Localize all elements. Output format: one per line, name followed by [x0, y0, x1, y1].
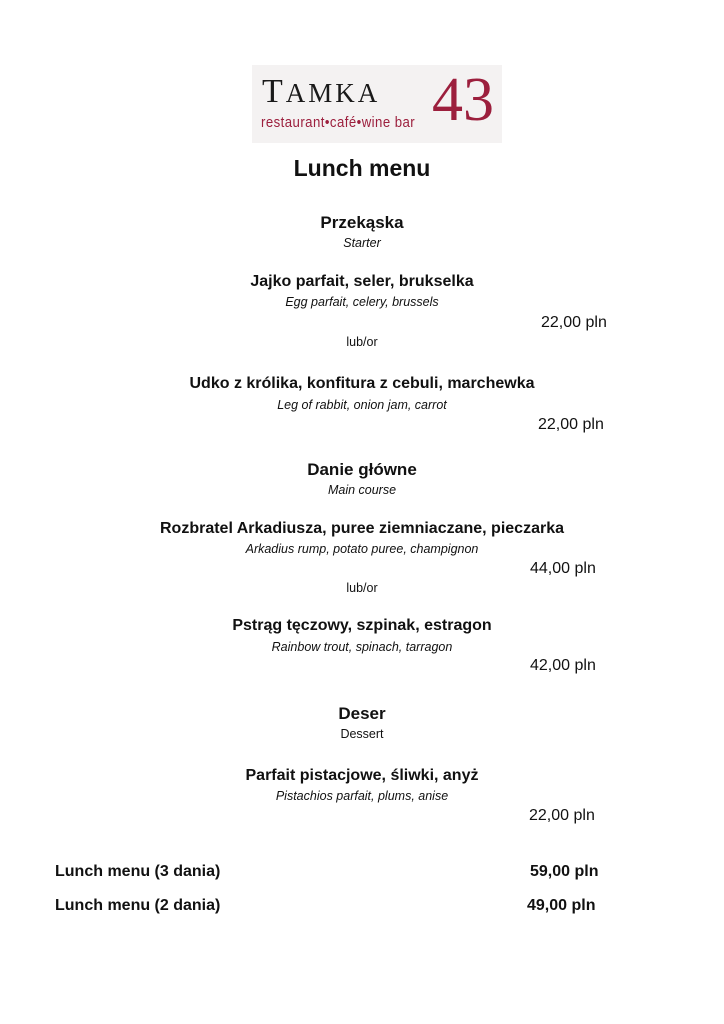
dish-translation: Pistachios parfait, plums, anise: [275, 789, 449, 803]
logo-tagline: restaurant•café•wine bar: [261, 114, 416, 131]
set-menu-label: Lunch menu (2 dania): [55, 897, 221, 914]
logo-number: 43: [432, 66, 494, 134]
dish-translation: Arkadius rump, potato puree, champignon: [245, 542, 479, 556]
section-subheading-starter: Starter: [343, 236, 381, 250]
dish-translation: Leg of rabbit, onion jam, carrot: [277, 398, 447, 412]
dish-name: Udko z królika, konfitura z cebuli, marchewka: [189, 375, 535, 392]
dish-name: Rozbratel Arkadiusza, puree ziemniaczane, pieczarka: [159, 520, 564, 537]
page-title: Lunch menu: [293, 155, 431, 181]
dish-name: Jajko parfait, seler, brukselka: [250, 273, 474, 290]
or-separator: lub/or: [346, 581, 378, 595]
dish-name: Parfait pistacjowe, śliwki, anyż: [245, 767, 479, 784]
or-separator: lub/or: [346, 335, 378, 349]
set-menu-price: 59,00 pln: [530, 863, 599, 880]
dish-translation: Egg parfait, celery, brussels: [285, 295, 439, 309]
dish-price: 42,00 pln: [530, 657, 596, 674]
section-heading-dessert: Deser: [338, 704, 386, 723]
set-menu-price: 49,00 pln: [527, 897, 596, 914]
dish-price: 22,00 pln: [538, 416, 604, 433]
set-menu-label: Lunch menu (3 dania): [55, 863, 221, 880]
logo-name: TAMKA: [262, 73, 381, 110]
dish-price: 22,00 pln: [541, 314, 607, 331]
section-subheading-main: Main course: [327, 483, 397, 497]
dish-price: 22,00 pln: [529, 807, 595, 824]
dish-translation: Rainbow trout, spinach, tarragon: [271, 640, 453, 654]
section-heading-starter: Przekąska: [320, 213, 404, 232]
section-heading-main: Danie główne: [307, 460, 417, 479]
dish-name: Pstrąg tęczowy, szpinak, estragon: [232, 617, 492, 634]
dish-price: 44,00 pln: [530, 560, 596, 577]
section-subheading-dessert: Dessert: [340, 727, 384, 741]
restaurant-logo: [252, 65, 502, 143]
